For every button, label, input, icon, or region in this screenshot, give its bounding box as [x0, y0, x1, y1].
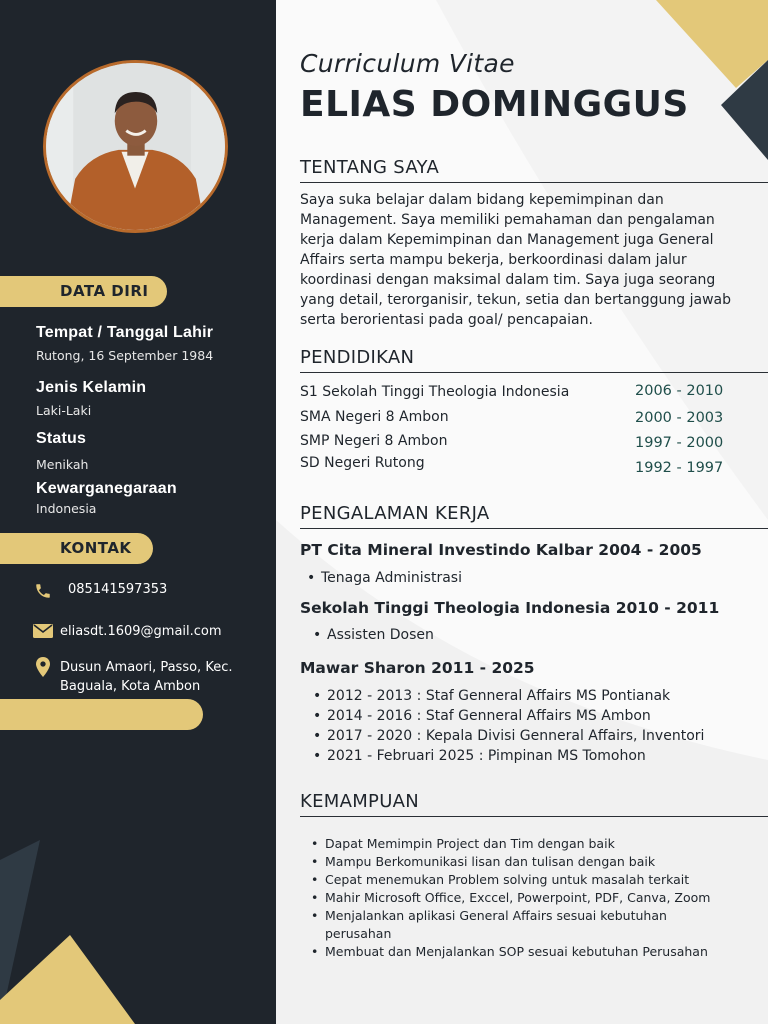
job-duty: • Assisten Dosen: [327, 627, 434, 643]
address-text: [60, 658, 232, 696]
skill-item: • Mahir Microsoft Office, Exccel, Powerpoint, PDF, Canva, Zoom: [325, 889, 725, 907]
phone-icon: [32, 582, 54, 600]
sidebar-decorative-bar: [0, 699, 203, 730]
skill-item: • Menjalankan aplikasi General Affairs sesuai kebutuhan perusahan: [325, 907, 725, 943]
skill-item: • Mampu Berkomunikasi lisan dan tulisan dengan baik: [325, 853, 725, 871]
status-value: Menikah: [36, 457, 89, 472]
job-title: PT Cita Mineral Investindo Kalbar 2004 - 2005: [300, 541, 702, 559]
location-pin-icon: [32, 658, 54, 676]
nationality-label: Kewarganegaraan: [36, 480, 177, 497]
profile-photo: [43, 60, 228, 233]
skill-item: • Membuat dan Menjalankan SOP sesuai kebutuhan Perusahan: [325, 943, 725, 961]
job-duty: • 2014 - 2016 : Staf Genneral Affairs MS Ambon: [327, 708, 651, 724]
gender-value: Laki-Laki: [36, 403, 92, 418]
skills-list: [325, 835, 725, 961]
data-diri-header: DATA DIRI: [0, 276, 167, 307]
email-address: eliasdt.1609@gmail.com: [60, 624, 222, 639]
education-school: S1 Sekolah Tinggi Theologia Indonesia: [300, 384, 570, 400]
job-duty: • 2017 - 2020 : Kepala Divisi Genneral Affairs, Inventori: [327, 728, 704, 744]
cv-label: Curriculum Vitae: [300, 49, 515, 78]
education-years: 2000 - 2003: [635, 410, 724, 426]
skill-item: • Cepat menemukan Problem solving untuk masalah terkait: [325, 871, 725, 889]
job-title: Mawar Sharon 2011 - 2025: [300, 659, 535, 677]
contact-email[interactable]: [32, 622, 222, 641]
birth-value: Rutong, 16 September 1984: [36, 348, 214, 363]
job-duty: • 2021 - Februari 2025 : Pimpinan MS Tomohon: [327, 748, 646, 764]
experience-section-title: PENGALAMAN KERJA: [300, 503, 768, 529]
education-school: SMA Negeri 8 Ambon: [300, 409, 449, 425]
address-line-2: Baguala, Kota Ambon: [60, 679, 201, 694]
nationality-value: Indonesia: [36, 501, 97, 516]
phone-number: 085141597353: [68, 582, 168, 597]
about-text: Saya suka belajar dalam bidang kepemimpinan dan Management. Saya memiliki pemahaman dan pengalaman kerja dalam Kepemimpinan dan Management juga General Affairs serta mampu bekerja, berkoordinasi dalam jalur koordinasi dengan maksimal dalam tim. Saya juga seorang yang detail, terorganisir, tekun, setia dan bertanggung jawab serta berorientasi pada goal/ pencapaian.: [300, 192, 731, 328]
job-duty: • 2012 - 2013 : Staf Genneral Affairs MS Pontianak: [327, 688, 670, 704]
gender-label: Jenis Kelamin: [36, 379, 147, 396]
nationality-info: [36, 480, 177, 516]
job-title: Sekolah Tinggi Theologia Indonesia 2010 - 2011: [300, 599, 720, 617]
person-name: ELIAS DOMINGGUS: [300, 84, 689, 125]
contact-address: [32, 658, 232, 696]
about-section-title: TENTANG SAYA: [300, 157, 768, 183]
birth-label: Tempat / Tanggal Lahir: [36, 324, 214, 341]
education-school: SD Negeri Rutong: [300, 455, 425, 471]
education-years: 1992 - 1997: [635, 460, 724, 476]
profile-photo-illustration: [46, 63, 225, 230]
education-section-title: PENDIDIKAN: [300, 347, 768, 373]
contact-phone[interactable]: [32, 582, 167, 600]
address-line-1: Dusun Amaori, Passo, Kec.: [60, 660, 233, 675]
sidebar: [0, 0, 276, 1024]
job-duty: • Tenaga Administrasi: [321, 570, 462, 586]
status-label: Status: [36, 430, 87, 447]
marital-status-info: [36, 430, 88, 472]
education-years: 2006 - 2010: [635, 383, 724, 399]
skills-section-title: KEMAMPUAN: [300, 791, 768, 817]
skill-item: • Dapat Memimpin Project dan Tim dengan baik: [325, 835, 725, 853]
gender-info: [36, 379, 146, 418]
email-icon: [32, 622, 54, 640]
birth-info: [36, 324, 213, 363]
kontak-header: KONTAK: [0, 533, 153, 564]
education-school: SMP Negeri 8 Ambon: [300, 433, 448, 449]
education-years: 1997 - 2000: [635, 435, 724, 451]
